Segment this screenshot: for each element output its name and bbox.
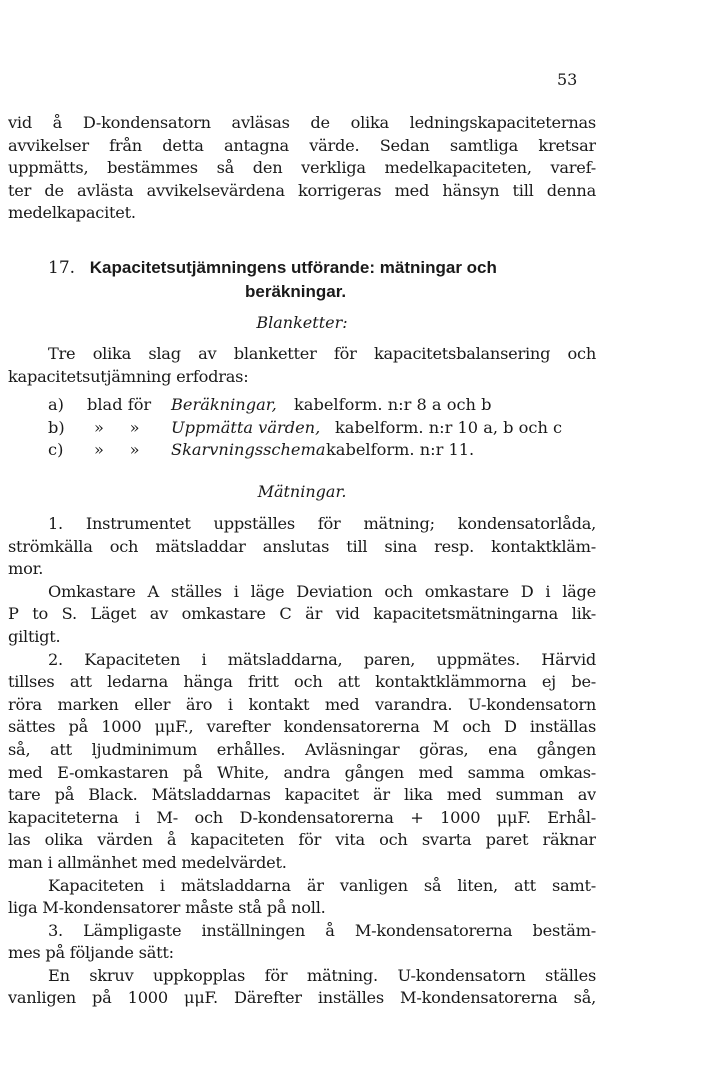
text-line: medelkapacitet. [8, 203, 136, 223]
list-item-title: Beräkningar, [171, 395, 277, 414]
text-line: avvikelser från detta antagna värde. Sedan samtliga kretsar [8, 135, 596, 155]
list-item-rest: kabelform. n:r 8 a och b [294, 395, 492, 414]
text-line: Kapaciteten i mätsladdarna är vanligen så liten, att samt- [48, 875, 596, 895]
subheading-blanketter: Blanketter: [256, 313, 348, 332]
text-line: vanligen på 1000 μμF. Därefter inställes M-kondensatorerna så, [8, 988, 596, 1008]
text-line: 3. Lämpligaste inställningen å M-kondensatorerna bestäm- [48, 920, 596, 940]
list-prefix: » » [94, 417, 140, 437]
text-line: mor. [8, 559, 44, 579]
section-heading [8, 256, 596, 304]
list-label: a) [48, 395, 64, 414]
text-line: strömkälla och mätsladdar anslutas till sina resp. kontaktkläm- [8, 536, 596, 556]
section-title-line2: beräkningar. [245, 282, 347, 301]
text-line: Omkastare A ställes i läge Deviation och omkastare D i läge [48, 581, 596, 601]
text-line: med E-omkastaren på White, andra gången med samma omkas- [8, 762, 596, 782]
text-line: tare på Black. Mätsladdarnas kapacitet är lika med summan av [8, 785, 596, 805]
text-line: Tre olika slag av blanketter för kapacitetsbalansering och [48, 344, 596, 363]
list-item-rest: kabelform. n:r 10 a, b och c [335, 417, 563, 437]
page-number: 53 [557, 70, 578, 89]
list-item [8, 439, 596, 462]
section-title-line1: Kapacitetsutjämningens utförande: mätningar och [89, 258, 497, 277]
text-line: röra marken eller äro i kontakt med varandra. U-kondensatorn [8, 694, 596, 714]
text-line: sättes på 1000 μμF., varefter kondensatorerna M och D inställas [8, 717, 596, 737]
text-line: En skruv uppkopplas för mätning. U-kondensatorn ställes [48, 965, 596, 985]
text-line: 2. Kapaciteten i mätsladdarna, paren, uppmätes. Härvid [48, 649, 596, 669]
form-list [8, 394, 596, 462]
paragraph-matningar [8, 513, 596, 1010]
list-item-title: Skarvningsschema [171, 440, 326, 460]
text-line: kapaciteterna i M- och D-kondensatorerna + 1000 μμF. Erhål- [8, 807, 596, 827]
list-prefix: blad för [87, 395, 152, 414]
subheading-matningar: Mätningar. [257, 482, 347, 501]
text-line: ter de avlästa avvikelsevärdena korrigeras med hänsyn till denna [8, 180, 596, 200]
text-line: P to S. Läget av omkastare C är vid kapacitetsmätningarna lik- [8, 604, 596, 624]
list-item-rest: kabelform. n:r 11. [326, 440, 475, 460]
paragraph-blanketter [8, 343, 596, 388]
section-number: 17. [48, 258, 76, 278]
list-label: b) [48, 417, 65, 437]
paragraph-intro [8, 112, 596, 225]
text-line: las olika värden å kapaciteten för vita och svarta paret räknar [8, 830, 596, 850]
text-line: så, att ljudminimum erhålles. Avläsningar göras, ena gången [8, 739, 596, 759]
text-line: vid å D-kondensatorn avläsas de olika ledningskapaciteternas [8, 113, 596, 132]
text-line: giltigt. [8, 626, 61, 646]
text-line: liga M-kondensatorer måste stå på noll. [8, 898, 326, 918]
text-line: 1. Instrumentet uppställes för mätning; kondensatorlåda, [48, 514, 596, 533]
text-line: man i allmänhet med medelvärdet. [8, 852, 287, 872]
list-label: c) [48, 440, 64, 460]
list-item-title: Uppmätta värden, [171, 417, 321, 437]
text-line: kapacitetsutjämning erfodras: [8, 366, 249, 386]
list-prefix: » » [94, 440, 140, 460]
text-line: mes på följande sätt: [8, 943, 174, 963]
list-item [8, 394, 596, 417]
list-item [8, 417, 596, 440]
text-line: tillses att ledarna hänga fritt och att kontaktklämmorna ej be- [8, 672, 596, 692]
text-line: uppmätts, bestämmes så den verkliga medelkapaciteten, varef- [8, 158, 596, 178]
